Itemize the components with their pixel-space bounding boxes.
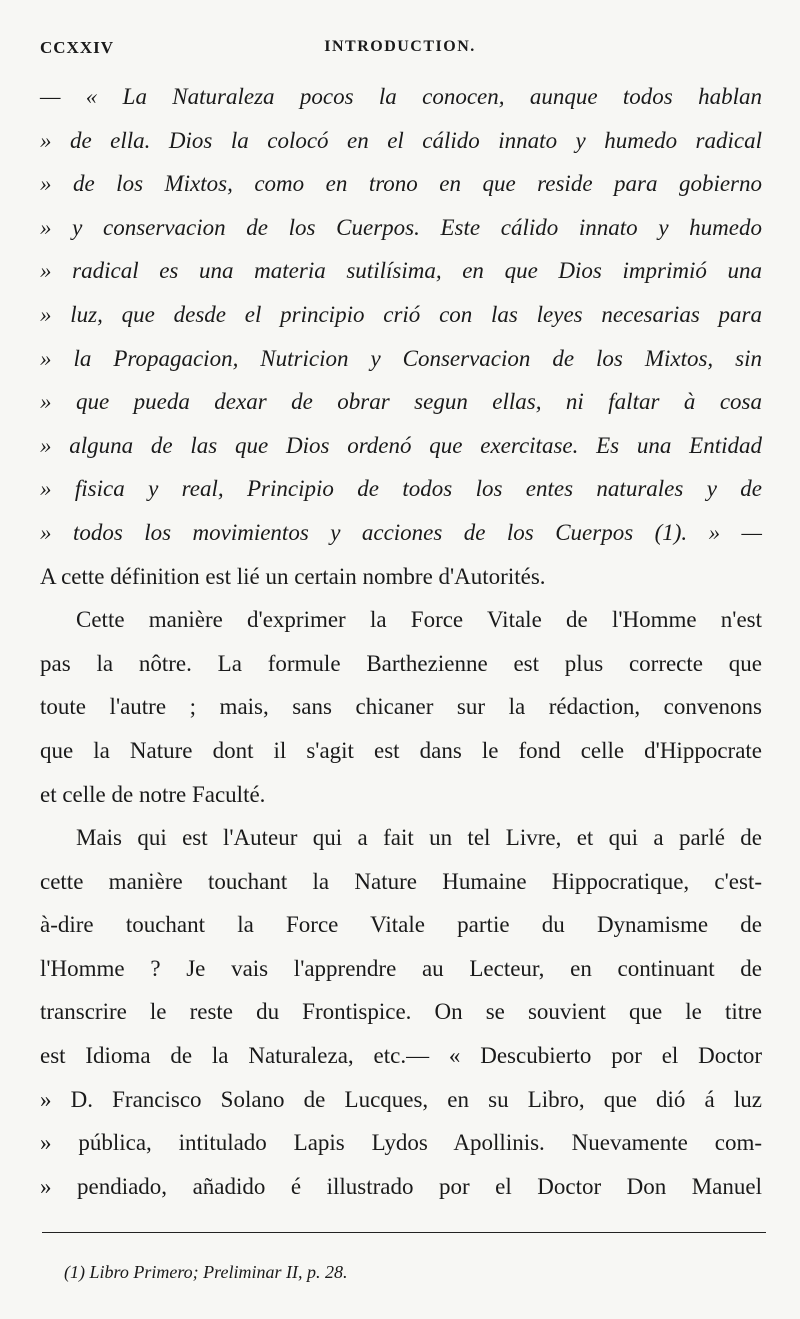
footnote: (1) Libro Primero; Preliminar II, p. 28. xyxy=(64,1262,348,1282)
text-line: à-dire touchant la Force Vitale partie du Dynamisme de xyxy=(40,912,762,938)
text-line: — « La Naturaleza pocos la conocen, aunque todos hablan xyxy=(40,84,762,109)
text-line: » y conservacion de los Cuerpos. Este cálido innato y humedo xyxy=(40,214,762,240)
text-line: l'Homme ? Je vais l'apprendre au Lecteur, en continuant de xyxy=(40,955,762,981)
text-line: » que pueda dexar de obrar segun ellas, ni faltar à cosa xyxy=(40,389,762,415)
text-line: » D. Francisco Solano de Lucques, en su Libro, que dió á luz xyxy=(40,1086,762,1112)
text-line: » luz, que desde el principio crió con las leyes necesarias para xyxy=(40,301,762,327)
running-head xyxy=(40,38,760,60)
running-title: INTRODUCTION. xyxy=(324,38,476,55)
text-line: pas la nôtre. La formule Barthezienne est plus correcte que xyxy=(40,650,762,676)
text-line: que la Nature dont il s'agit est dans le fond celle d'Hippocrate xyxy=(40,737,762,763)
footnote-divider xyxy=(42,1232,766,1233)
text-line: » alguna de las que Dios ordenó que exercitase. Es una Entidad xyxy=(40,432,762,458)
text-line: » la Propagacion, Nutricion y Conservacion de los Mixtos, sin xyxy=(40,345,762,371)
text-line: » todos los movimientos y acciones de los Cuerpos (1). » — xyxy=(40,519,762,545)
text-line: » fisica y real, Principio de todos los entes naturales y de xyxy=(40,476,762,502)
text-line: Cette manière d'exprimer la Force Vitale de l'Homme n'est xyxy=(76,607,762,633)
text-line: » de los Mixtos, como en trono en que reside para gobierno xyxy=(40,171,762,197)
text-line: transcrire le reste du Frontispice. On se souvient que le titre xyxy=(40,999,762,1025)
text-line: cette manière touchant la Nature Humaine Hippocratique, c'est- xyxy=(40,868,762,894)
text-line: toute l'autre ; mais, sans chicaner sur la rédaction, convenons xyxy=(40,694,762,720)
text-line: Mais qui est l'Auteur qui a fait un tel Livre, et qui a parlé de xyxy=(76,825,762,851)
text-line: » pública, intitulado Lapis Lydos Apollinis. Nuevamente com- xyxy=(40,1130,762,1156)
text-line: et celle de notre Faculté. xyxy=(40,781,266,807)
body-text xyxy=(40,75,762,1208)
text-line: » pendiado, añadido é illustrado por el Doctor Don Manuel xyxy=(40,1173,762,1199)
page-number: CCXXIV xyxy=(40,38,114,57)
text-line: » de ella. Dios la colocó en el cálido innato y humedo radical xyxy=(40,127,762,153)
text-line: » radical es una materia sutilísima, en que Dios imprimió una xyxy=(40,258,762,284)
text-line: A cette définition est lié un certain nombre d'Autorités. xyxy=(40,563,546,589)
text-line: est Idioma de la Naturaleza, etc.— « Descubierto por el Doctor xyxy=(40,1043,762,1069)
